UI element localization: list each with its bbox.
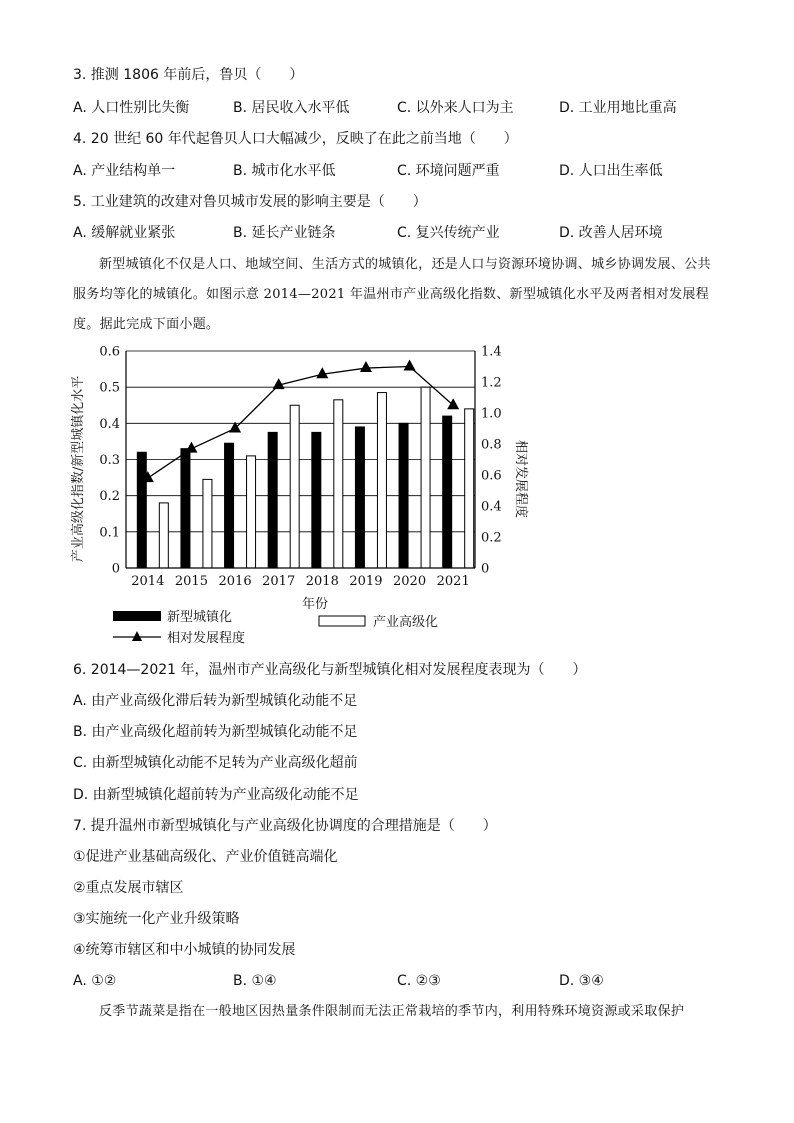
option-d: D. 人口出生率低 [559,163,663,179]
y-tick-label: 0.6 [99,344,120,360]
triangle-marker [316,367,328,378]
bar-urbanization [137,452,146,568]
combo-chart [60,332,540,650]
legend-swatch-urbanization [113,611,161,621]
bar-industrial [247,456,256,568]
question-5-stem: 5. 工业建筑的改建对鲁贝城市发展的影响主要是（ ） [73,194,427,210]
bar-industrial [159,503,168,568]
legend-swatch-industrial [319,616,365,626]
question-5-options [73,224,713,242]
question-4-options [73,162,713,180]
question-7-item-3: ③实施统一化产业升级策略 [73,911,240,927]
y-tick-label: 0.2 [99,489,120,505]
x-tick-label: 2014 [131,574,165,589]
option-b: B. 城市化水平低 [233,163,336,179]
y2-tick-label: 0.6 [481,468,502,484]
option-c: C. 环境问题严重 [397,163,500,179]
reading-passage: 新型城镇化不仅是人口、地域空间、生活方式的城镇化，还是人口与资源环境协调、城乡协调发展、公共服务均等化的城镇化。如图示意 2014—2021 年温州市产业高级化指数、新型城镇化水平及两者相对发展程度。据此完成下面小题。 [73,257,711,332]
x-axis-label: 年份 [301,597,329,612]
x-tick-label: 2021 [436,574,470,589]
x-tick-label: 2016 [218,574,252,589]
bar-urbanization [225,443,234,568]
legend-label-industrial: 产业高级化 [373,615,439,630]
question-6-option-a: A. 由产业高级化滞后转为新型城镇化动能不足 [73,693,358,709]
y-tick-label: 0.5 [99,380,120,396]
y2-tick-label: 1.2 [481,375,502,391]
question-4-stem: 4. 20 世纪 60 年代起鲁贝人口大幅减少，反映了在此之前当地（ ） [73,131,518,147]
y2-tick-label: 0 [481,561,490,577]
left-axis-ticks [99,345,120,577]
option-a: A. 缓解就业紧张 [73,225,176,241]
bar-industrial [377,393,386,568]
question-3-options [73,99,713,117]
option-a: A. 人口性别比失衡 [73,100,190,116]
question-6-option-d: D. 由新型城镇化超前转为产业高级化动能不足 [73,787,359,803]
bar-urbanization [399,423,408,568]
legend-label-relative: 相对发展程度 [167,631,246,646]
bar-urbanization [443,416,452,568]
option-c: C. 以外来人口为主 [397,100,514,116]
question-6-option-b: B. 由产业高级化超前转为新型城镇化动能不足 [73,724,358,740]
question-3-stem: 3. 推测 1806 年前后，鲁贝（ ） [73,67,304,83]
question-7-item-1: ①促进产业基础高级化、产业价值链高端化 [73,849,338,865]
triangle-marker [360,361,372,372]
y-tick-label: 0.3 [99,453,120,468]
bar-industrial [203,479,212,568]
option-d: D. 工业用地比重高 [559,100,677,116]
x-axis-ticks [131,574,469,589]
y2-tick-label: 1.0 [481,406,502,422]
y-tick-label: 0.4 [99,416,120,432]
x-tick-label: 2015 [174,574,208,589]
option-d: D. ③④ [559,973,604,989]
option-b: B. ①④ [233,973,277,989]
bar-industrial [421,387,430,568]
x-tick-label: 2019 [349,574,383,589]
triangle-marker [447,398,459,409]
bar-urbanization [355,427,364,568]
y2-tick-label: 0.8 [481,437,502,453]
option-a: A. 产业结构单一 [73,163,176,179]
bar-urbanization [312,432,321,568]
y-axis-label-left: 产业高级化指数/新型城镇化水平 [71,375,86,563]
y2-tick-label: 0.2 [481,530,502,546]
question-7-stem: 7. 提升温州市新型城镇化与产业高级化协调度的合理措施是（ ） [73,818,497,834]
x-tick-label: 2018 [305,574,339,589]
bar-urbanization [268,432,277,568]
bar-urbanization [181,449,190,568]
bars [137,387,473,568]
option-d: D. 改善人居环境 [559,225,663,241]
legend-label-urbanization: 新型城镇化 [167,610,233,625]
option-b: B. 居民收入水平低 [233,100,350,116]
question-7-options [73,972,713,990]
option-c: C. ②③ [397,973,441,989]
reading-passage-2: 反季节蔬菜是指在一般地区因热量条件限制而无法正常栽培的季节内，利用特殊环境资源或采取保护 [99,1004,685,1019]
y-tick-label: 0 [111,561,120,577]
question-7-item-2: ②重点发展市辖区 [73,880,184,896]
right-axis-ticks [481,345,502,577]
question-7-item-4: ④统筹市辖区和中小城镇的协同发展 [73,942,296,958]
question-6-stem: 6. 2014—2021 年，温州市产业高级化与新型城镇化相对发展程度表现为（ ） [73,662,587,678]
bar-industrial [465,409,474,568]
question-6-option-c: C. 由新型城镇化动能不足转为产业高级化超前 [73,755,358,771]
x-tick-label: 2017 [262,574,296,589]
y2-tick-label: 1.4 [481,344,502,360]
y2-tick-label: 0.4 [481,499,502,515]
legend-triangle-marker [132,631,142,641]
option-b: B. 延长产业链条 [233,225,336,241]
triangle-marker [404,360,416,371]
bar-industrial [334,400,343,568]
bar-industrial [290,405,299,568]
option-a: A. ①② [73,973,117,989]
y-tick-label: 0.1 [99,525,120,541]
option-c: C. 复兴传统产业 [397,225,500,241]
x-tick-label: 2020 [393,574,427,589]
legend [113,609,438,646]
y-axis-label-right: 相对发展程度 [513,439,528,519]
